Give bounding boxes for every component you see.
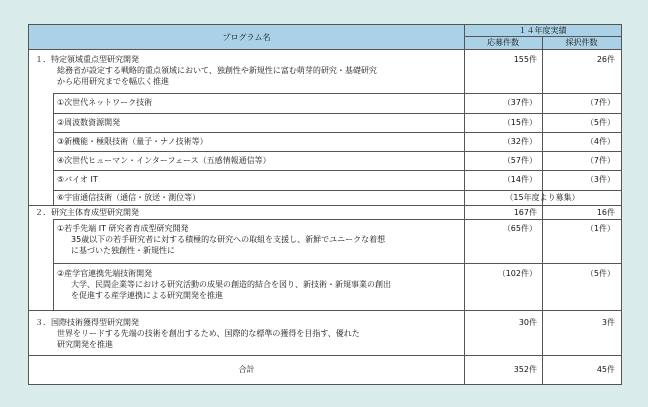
section-2-item-desc-line: 大学、民間企業等における研究活動の成果の創造的結合を図り、新技術・新規事業の創出: [71, 280, 391, 289]
section-1-item-label: ⑤バイオ IT: [57, 175, 98, 184]
rule-s2-bottom: [29, 310, 621, 311]
section-1-item-applications: （15件）: [502, 118, 537, 127]
total-adoptions: 45件: [596, 365, 615, 374]
section-2-item-adoptions: （5件）: [585, 269, 615, 278]
section-3-title: ３．国際技術獲得型研究開発: [35, 318, 139, 327]
section-3-applications: 30件: [518, 318, 537, 327]
section-1-item-adoptions: （7件）: [585, 156, 615, 165]
section-1-item-label: ①次世代ネットワーク技術: [57, 98, 153, 107]
rule-indent-s1: [53, 93, 54, 205]
section-2-applications: 167件: [513, 208, 537, 217]
section-1-desc-line: から応用研究までを幅広く推進: [57, 77, 169, 86]
rule-s1-item5: [53, 190, 621, 191]
total-label: 合計: [238, 365, 255, 374]
section-1-adoptions: 26件: [596, 55, 615, 64]
section-1-item-applications: （14件）: [502, 175, 537, 184]
rule-s3-bottom: [29, 355, 621, 356]
section-1-item-applications: （37件）: [502, 98, 537, 107]
header-adoptions: 採択件数: [565, 38, 598, 47]
rule-s2-item1: [53, 263, 621, 264]
section-2-adoptions: 16件: [596, 208, 615, 217]
section-1-item-label: ④次世代ヒューマン・インターフェース（五感情報通信等）: [57, 156, 271, 165]
header-applications: 応募件数: [487, 38, 519, 47]
rule-s1-item3: [53, 151, 621, 152]
section-2-item-applications: （65件）: [502, 224, 537, 233]
section-2-item-applications: （102件）: [497, 269, 537, 278]
section-2-item-desc-line: 35歳以下の若手研究者に対する積極的な研究への取組を支援し、新鮮でユニークな着想: [71, 235, 386, 244]
rule-header-bottom: [29, 49, 621, 50]
section-3-desc-line: 研究開発を推進: [57, 340, 113, 349]
section-1-title: １．特定領域重点型研究開発: [35, 55, 139, 64]
section-3-desc-line: 世界をリードする先端の技術を創出するため、国際的な標準の獲得を目指す、優れた: [57, 329, 360, 338]
rule-col-applications: [464, 25, 465, 384]
section-1-item-merged-note: （15年度より募集）: [505, 193, 580, 202]
section-1-item-applications: （57件）: [502, 156, 537, 165]
program-table: [28, 24, 622, 385]
section-1-item-applications: （32件）: [502, 137, 537, 146]
rule-s1-main: [53, 93, 621, 94]
rule-s1-item2: [53, 132, 621, 133]
section-1-desc-line: 総務省が設定する戦略的重点領域において、独創性や新規性に富む萌芽的研究・基礎研究: [57, 66, 377, 75]
section-1-item-label: ③新機能・極限技術（量子・ナノ技術等）: [57, 137, 208, 146]
section-1-applications: 155件: [513, 55, 537, 64]
section-2-item-desc-line: を促進する産学連携による研究開発を推進: [71, 291, 223, 300]
total-applications: 352件: [513, 365, 537, 374]
rule-s1-item4: [53, 170, 621, 171]
section-1-item-adoptions: （4件）: [585, 137, 615, 146]
section-2-item-adoptions: （1件）: [585, 224, 615, 233]
section-1-item-label: ②周波数資源開発: [57, 118, 121, 127]
section-1-item-label: ⑥宇宙通信技術（通信・放送・測位等）: [57, 193, 201, 202]
section-1-item-adoptions: （7件）: [585, 98, 615, 107]
rule-s2-main: [53, 219, 621, 220]
section-2-item-desc-line: に基づいた独創性・新規性に: [71, 246, 175, 255]
section-2-item-label: ①若手先端 IT 研究者育成型研究開発: [57, 224, 189, 233]
rule-s1-item1: [53, 113, 621, 114]
rule-s1-bottom: [29, 205, 621, 206]
header-fy-results: １４年度実績: [518, 26, 567, 35]
section-2-item-label: ②産学官連携先端技術開発: [57, 269, 153, 278]
header-program-name: プログラム名: [222, 33, 271, 42]
rule-indent-s2: [53, 219, 54, 310]
section-3-adoptions: 3件: [601, 318, 615, 327]
section-2-title: ２．研究主体育成型研究開発: [35, 208, 139, 217]
section-1-item-adoptions: （5件）: [585, 118, 615, 127]
section-1-item-adoptions: （3件）: [585, 175, 615, 184]
